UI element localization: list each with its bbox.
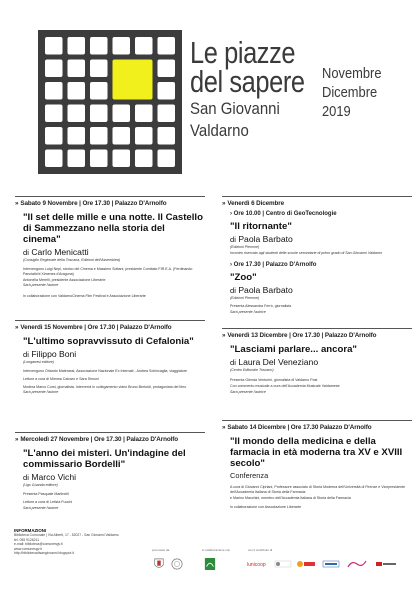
- subtitle-line-1: San Giovanni: [190, 99, 280, 118]
- event-author: di Paola Barbato: [230, 284, 293, 295]
- event-when: » Sabato 9 Novembre | Ore 17.30 | Palazzo D'Arnolfo: [15, 200, 167, 207]
- event-note: Letture a cura di Letizia Fuochi: [23, 499, 73, 504]
- logo-tile: [45, 127, 63, 145]
- arrow-icon: »: [15, 200, 19, 207]
- event-note: Intervengono Orlando Materassi, Associazione Nazionale Ex Internati - Andrea Schincaglia, viaggiatore: [23, 369, 188, 373]
- info-address: Biblioteca Comunale | Via Alberti, 17 - 52027 - San Giovanni Valdarno: [14, 533, 119, 537]
- title-line-2: del sapere: [190, 64, 305, 99]
- event-note: In collaborazione con ValdarnoCinema Film Festival e Associazione Liberarte: [23, 294, 146, 299]
- event-item: [222, 196, 412, 322]
- sponsor-logo-pink: [346, 558, 368, 570]
- event-author: di Filippo Boni: [23, 349, 77, 359]
- logo-tile: [68, 37, 86, 55]
- logo-tile: [135, 37, 153, 55]
- sponsor-logo-blue: [322, 558, 340, 570]
- event-note: Presenta Glenda Venturini, giornalista di Valdarno Post: [230, 378, 318, 382]
- event-affiliation: (Edizioni Piemme): [230, 295, 260, 300]
- partner-label: in collaborazione con: [202, 548, 231, 552]
- event-item: [15, 196, 205, 314]
- event-author: di Carlo Menicatti: [23, 247, 89, 257]
- logo-tile: [113, 37, 131, 55]
- municipality-crest-logo: [152, 558, 166, 570]
- event-note: Letture a cura di Mimma Calcaro e Sara Simoni: [23, 376, 99, 381]
- event-type: Conferenza: [230, 471, 269, 480]
- event-session: › Ore 17.30 | Palazzo D'Arnolfo: [230, 261, 317, 268]
- arrow-icon: »: [222, 424, 226, 431]
- event-note: A cura di Giovanni Cipriani, Professore associato di Storia Moderna dell'Università di Firenze e Vicepresidente dell'Accademia Italiana di Storia della Farmacia: [230, 485, 406, 494]
- subtitle-line-2: Valdarno: [190, 121, 249, 140]
- logo-tile: [158, 37, 176, 55]
- sponsor-logo-grey: [274, 558, 292, 570]
- event-author: di Marco Vichi: [23, 472, 77, 482]
- partner-label: promosso da: [152, 548, 170, 552]
- event-note: In collaborazione con Associazione Liberarte: [230, 505, 302, 510]
- event-affiliation: (Edizioni Piemme): [230, 245, 260, 249]
- event-note: Presenta Alessandra Ferrò, giornalista: [230, 303, 292, 308]
- event-when: » Venerdì 6 Dicembre: [222, 200, 285, 207]
- event-note: Incontro riservato agli studenti delle scuole secondarie di primo grado di San Giovanni Valdarno: [230, 251, 383, 255]
- arrow-icon: ›: [230, 211, 234, 217]
- logo-tile: [68, 82, 86, 100]
- logo-highlight-tile: [113, 60, 153, 100]
- logo-tile: [45, 150, 63, 168]
- event-note: Intervengono Luigi Nepi, storico del Cinema e Massimo Sottani, presidente Comitato FIR.E.A. (Ferdinando Panciatichi Ximenes d'Aragona): [23, 267, 193, 276]
- event-affiliation: (Ugo Guanda editore): [23, 483, 58, 487]
- event-note: Antonella Merelli, presidente Associazione Liberarte: [23, 277, 106, 282]
- event-when: » Mercoledì 27 Novembre | Ore 17.30 | Palazzo D'Arnolfo: [15, 436, 178, 443]
- logo-tile: [90, 105, 108, 123]
- logo-tile: [45, 37, 63, 55]
- event-title: "Il mondo della medicina e della farmacia in età moderna tra XV e XVIII secolo": [230, 436, 403, 469]
- event-item: [15, 432, 205, 532]
- info-phone: tel. 055 9126211: [14, 537, 40, 542]
- event-item: [222, 420, 412, 524]
- event-when: » Venerdì 13 Dicembre | Ore 17.30 | Palazzo D'Arnolfo: [222, 332, 377, 339]
- program-right-column: [222, 196, 412, 530]
- event-title-block: [190, 35, 330, 140]
- logo-tile: [68, 127, 86, 145]
- event-note: Modera Marco Corsi, giornalista. Interverrà in collegamento video Bruno Bertoldi, protagonista del libro: [23, 384, 187, 389]
- event-title: "L'ultimo sopravvissuto di Cefalonia": [23, 336, 194, 347]
- event-item: [222, 328, 412, 414]
- logo-tile: [68, 150, 86, 168]
- event-note: e Marino Macchini, membro dell'Accademia Italiana di Storia della Farmacia: [230, 495, 351, 500]
- poster-header: [0, 0, 420, 190]
- event-title: "L'anno dei misteri. Un'indagine del commissario Bordelli": [23, 448, 186, 470]
- event-when: » Venerdì 15 Novembre | Ore 17.30 | Palazzo D'Arnolfo: [15, 324, 172, 331]
- logo-tile: [90, 127, 108, 145]
- event-dates: [322, 64, 382, 121]
- event-note: Sarà presente l'autrice: [230, 389, 266, 394]
- logo-tile: [90, 37, 108, 55]
- event-note: Sarà presente l'autrice: [230, 309, 266, 314]
- library-seal-logo: [170, 558, 184, 570]
- logo-tile: [158, 105, 176, 123]
- info-website[interactable]: www.comunesgv.it: [14, 546, 42, 551]
- info-blog[interactable]: http://bibliotecadisangiovanni.blogspot.it: [14, 551, 74, 556]
- logo-tile: [45, 82, 63, 100]
- event-note: Con commento musicale a cura dell'Accademia Musicale Valdarnese: [230, 383, 340, 388]
- event-note: Sarà presente l'autore: [23, 283, 59, 288]
- svg-text:lunicoop: lunicoop: [247, 562, 266, 568]
- event-title: "Zoo": [230, 271, 257, 283]
- event-author: di Paola Barbato: [230, 234, 293, 244]
- event-author: di Laura Del Veneziano: [230, 357, 319, 367]
- logo-tile: [68, 60, 86, 78]
- event-item: [15, 320, 205, 426]
- event-session: › Ore 10.00 | Centro di GeoTecnologie: [230, 211, 337, 217]
- event-when: » Sabato 14 Dicembre | Ore 17.30 Palazzo D'Arnolfo: [222, 424, 372, 431]
- logo-tile: [158, 82, 176, 100]
- arrow-icon: »: [15, 436, 19, 443]
- partner-label: con il contributo di: [248, 548, 273, 552]
- event-title: "Lasciami parlare... ancora": [230, 344, 357, 355]
- dates-line-1: Novembre: [322, 65, 382, 82]
- logo-tile: [135, 105, 153, 123]
- arrow-icon: »: [15, 324, 19, 331]
- arrow-icon: ›: [230, 261, 234, 268]
- dates-line-2: Dicembre: [322, 84, 378, 101]
- title-line-1: Le piazze: [190, 35, 296, 70]
- arrow-icon: »: [222, 332, 226, 339]
- logo-tile: [158, 150, 176, 168]
- event-affiliation: (Consiglio Regionale della Toscana, Edizioni dell'Assemblea): [23, 258, 121, 262]
- event-note: Sarà presente l'autore: [23, 505, 59, 510]
- grid-logo-graphic: [38, 30, 182, 174]
- partner-logos: [140, 548, 410, 588]
- program-left-column: [15, 196, 205, 538]
- logo-tile: [68, 105, 86, 123]
- logo-tile: [158, 127, 176, 145]
- logo-tile: [158, 60, 176, 78]
- sponsor-logo-dark: [374, 558, 398, 570]
- logo-tile: [90, 60, 108, 78]
- arrow-icon: »: [222, 200, 226, 207]
- logo-tile: [113, 150, 131, 168]
- event-affiliation: (Longanesi editore): [23, 360, 54, 364]
- sponsor-logo-orange: [296, 558, 316, 570]
- event-note: Sarà presente l'autore: [23, 390, 59, 395]
- info-title: INFORMAZIONI: [14, 528, 47, 533]
- event-title: "Il ritornante": [230, 221, 292, 232]
- logo-tile: [90, 150, 108, 168]
- sponsor-logo-red: [246, 558, 270, 570]
- logo-tile: [113, 127, 131, 145]
- logo-tile: [90, 82, 108, 100]
- poster-footer: [14, 528, 410, 594]
- logo-tile: [45, 105, 63, 123]
- region-logo: [204, 558, 216, 570]
- info-email[interactable]: e-mail: biblioteca@comunesgv.it: [14, 542, 63, 547]
- logo-tile: [45, 60, 63, 78]
- logo-tile: [135, 127, 153, 145]
- event-note: Presenta Pasquale Martinelli: [23, 492, 69, 496]
- event-affiliation: (Centro Editoriale Toscano): [230, 368, 274, 372]
- event-title: "Il set delle mille e una notte. Il Castello di Sammezzano nella storia del cinema": [23, 212, 203, 245]
- dates-line-3: 2019: [322, 103, 351, 120]
- logo-tile: [135, 150, 153, 168]
- logo-tile: [113, 105, 131, 123]
- grid-logo: [38, 30, 182, 174]
